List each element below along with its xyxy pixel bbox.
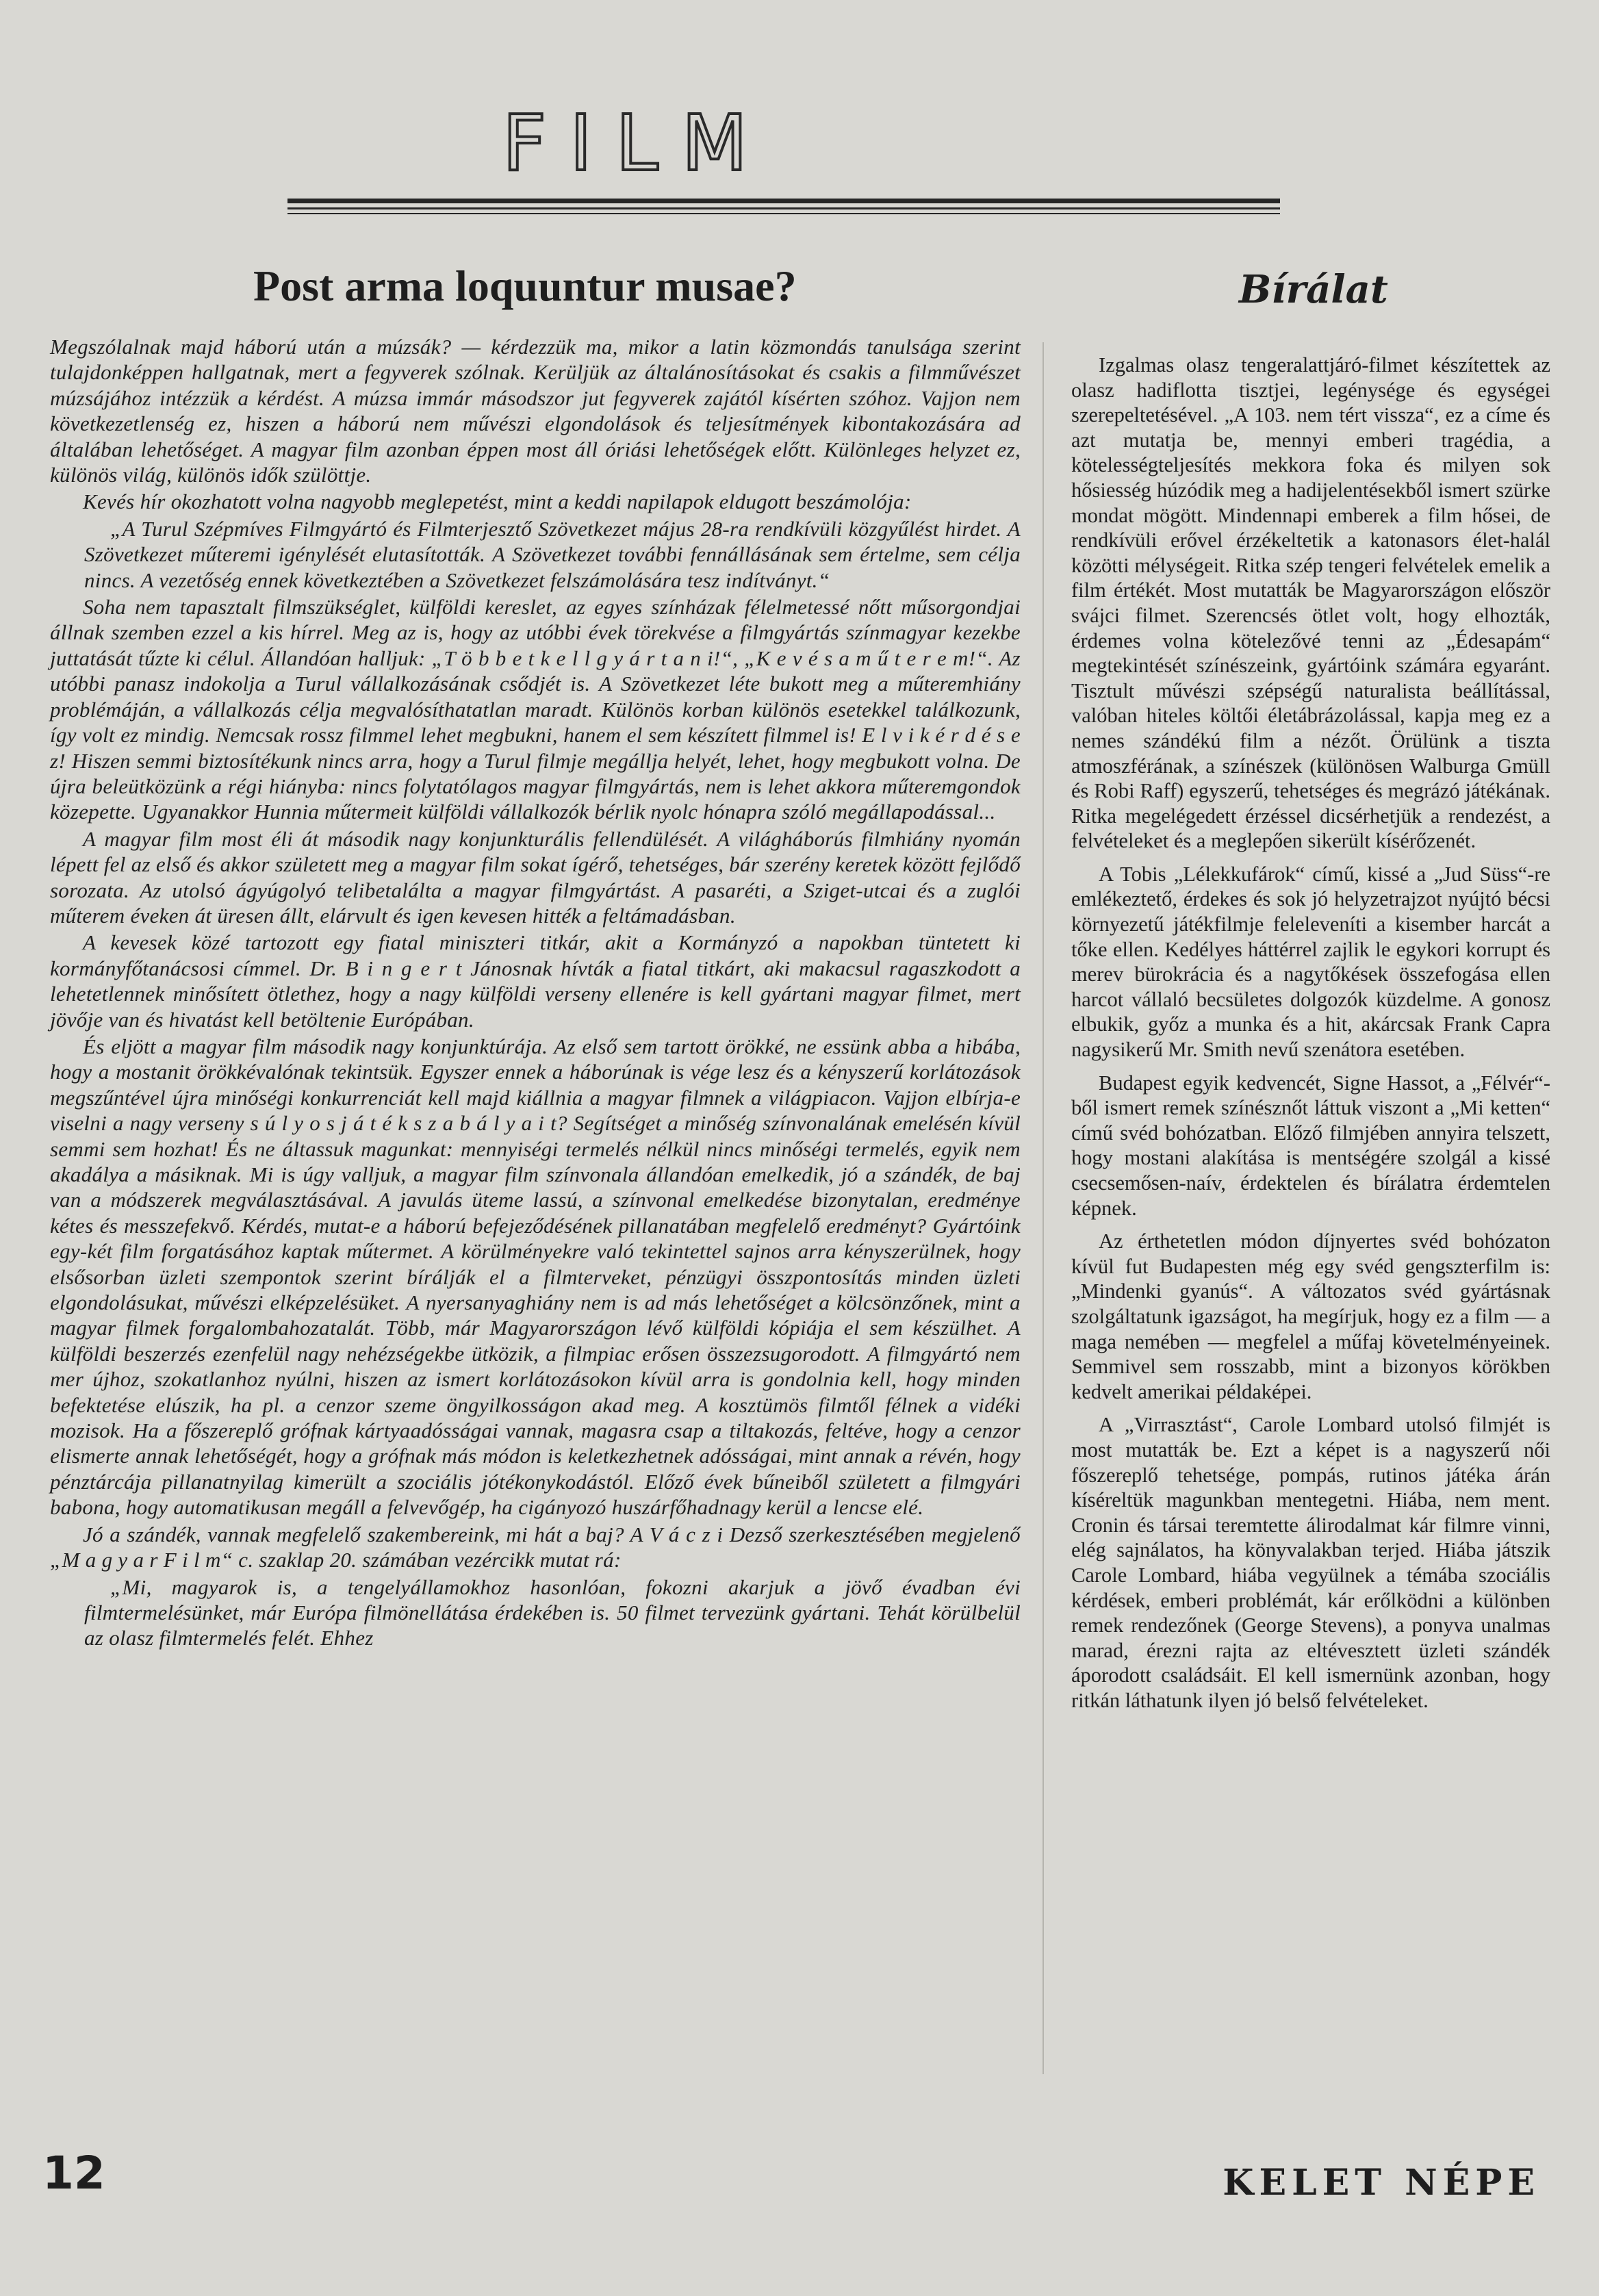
review-paragraph: Az érthetetlen módon díjnyertes svéd bohózaton kívül fut Budapesten még egy svéd gengszterfilm is: „Mindenki gyanús“. A változatos svéd gyártásnak szolgáltatunk igazságot, ha megírjuk, hogy ez a film — a maga nemében — megfelel a műfaj követelményeinek. Semmivel sem rosszabb, mint a bizonyos körökben kedvelt amerikai példaképei. xyxy=(1071,1229,1550,1403)
review-paragraph: A Tobis „Lélekkufárok“ című, kissé a „Jud Süss“-re emlékeztető, érdekes és sok jó helyzetrajzot nyújtó bécsi környezetű játékfilmje feleleveníti a kisember harcát a tőke ellen. Kedélyes háttérrel zajlik le egykori korrupt és merev bürokrácia és a nagytőkések összefogása ellen harcot vállaló becsületes dolgozók küzdelme. A gonosz elbukik, győz a munka és a hit, akárcsak Frank Capra nagysikerű Mr. Smith nevű szenátora esetében. xyxy=(1071,862,1550,1062)
article-quote: „A Turul Szépmíves Filmgyártó és Filmterjesztő Szövetkezet május 28-ra rendkívüli közgyűlést hirdet. A Szövetkezet műteremi igénylését elutasították. A Szövetkezet további fennállásának sem értelme, sem célja nincs. A vezetőség ennek következtében a Szövetkezet felszámolására tesz indítványt.“ xyxy=(84,516,1021,592)
article-paragraph: Megszólalnak majd háború után a múzsák? — kérdezzük ma, mikor a latin közmondás tanulsága szerint tulajdonképpen hallgatnak, mert a fegyverek szólnak. Kerüljük az általánosításokat és csakis a filmművészet múzsájához intézzük a kérdést. A múzsa immár másodszor jut fegyverek zajától kísérten szóhoz. Vajjon nem következetlenség ez, hiszen a háború nem művészi elgondolások és teljesítmények kibontakozására ad általában lehetőséget. A magyar film azonban éppen most áll óriási lehetőségek előtt. Különleges helyzet ez, különös világ, különös idők szülöttje. xyxy=(50,335,1021,487)
section-masthead xyxy=(294,99,979,188)
review-paragraph: Izgalmas olasz tengeralattjáró-filmet készítettek az olasz hadiflotta tisztjei, legénysége és egységei szerepeltetésével. „A 103. nem tért vissza“, ez a címe és azt mutatja be, mennyi emberi tragédia, a kötelességteljesítés mekkora foka és milyen sok hősiesség húzódik meg a hadijelentésekből ismert szürke mondat mögött. Mindennapi emberek a film hősei, de rendkívüli erővel érzékeltetik a katonasors élet-halál közötti mélységeit. Ritka szép tengeri felvételek emelik a film értékét. Most mutatták be Magyarországon először svájci filmet. Szerencsés ötlet volt, hogy elhozták, érdemes volna kötelezővé tenni az „Édesapám“ megtekintését színészeink, gyártóink számára egyaránt. Tisztult művészi szépségű naturalista beállítással, valóban hiteles költői életábrázolással, kapja meg ez a nemes szándékú film a nézőt. Örülünk a tiszta atmoszférának, a színészek (különösen Walburga Gmüll és Robi Raff) egyszerű, tehetséges és megrázó játékának. Ritka megelégedett érzéssel dicsérhetjük a rendezést, a felvételeket és a meglepően sikerült kísérőzenét. xyxy=(1071,353,1550,853)
article-paragraph: A kevesek közé tartozott egy fiatal miniszteri titkár, akit a Kormányzó a napokban tüntetett ki kormányfőtanácsosi címmel. Dr. B i n g e r t Jánosnak hívták a fiatal titkárt, aki makacsul ragaszkodott a lehetetlennek minősített ötlethez, hogy a nagy külföldi verseny ellenére is kell gyártani magyar filmet, mert jövője van és hivatást kell betöltenie Európában. xyxy=(50,930,1021,1032)
page-number: 12 xyxy=(42,2147,105,2199)
article-headline: Post arma loquuntur musae? xyxy=(253,262,797,310)
column-divider xyxy=(1042,342,1044,2074)
section-title: FILM xyxy=(502,99,771,188)
publication-name: KELET NÉPE xyxy=(1223,2162,1540,2204)
review-paragraph: A „Virrasztást“, Carole Lombard utolsó filmjét is most mutatták be. Ezt a képet is a nagyszerű női főszereplő tehetsége, pompás, rutinos játéka árán kíséreltük magunkban mentegetni. Hiába, nem ment. Cronin és társai teremtette álirodalmat kár filmre vinni, elég sajnálatos, ha könyvalakban terjed. Hiába játszik Carole Lombard, hiába vegyülnek a témába szociális kérdések, emberi problémát, kár erőlködni a különben remek rendezőnek (George Stevens), a ponyva unalmas marad, érezni rajta az eltévesztett üzleti szándék áporodott családsáit. El kell ismernünk azonban, hogy ritkán láthatunk ilyen jó belső felvételeket. xyxy=(1071,1413,1550,1712)
review-column xyxy=(1071,353,1550,2098)
article-quote: „Mi, magyarok is, a tengelyállamokhoz hasonlóan, fokozni akarjuk a jövő évadban évi filmtermelésünket, már Európa filmönellátása érdekében is. 50 filmet tervezünk gyártani. Tehát körülbelül az olasz filmtermelés felét. Ehhez xyxy=(84,1574,1021,1650)
review-paragraph: Budapest egyik kedvencét, Signe Hassot, a „Félvér“-ből ismert remek színésznőt láttuk viszont a „Mi ketten“ című svéd bohózatban. Előző filmjében annyira telszett, hogy mostani alakítása is mentségére szolgál a kissé csecsemősen-naív, érdektelen és bírálatra érdemtelen képnek. xyxy=(1071,1071,1550,1220)
review-heading: Bírálat xyxy=(1239,267,1388,312)
masthead-rules xyxy=(287,199,1280,219)
article-column xyxy=(50,334,1021,2093)
article-paragraph: És eljött a magyar film második nagy konjunktúrája. Az első sem tartott örökké, ne essünk abba a hibába, hogy a mostanit örökkévalónak tekintsük. Egyszer ennek a háborúnak is vége lesz és a kényszerű korlátozások megszűntével újra minőségi konkurrenciát kell majd kiállnia a magyar filmnek a világpiacon. Vajjon elbírja-e viselni a nagy verseny s ú l y o s j á t é k s z a b á l y a i t? Segítséget a minőség színvonalának emelésén kívül semmi sem hozhat! És ne áltassuk magunkat: mennyiségi termelés nélkül nincs minőségi termelés, egyik nem akadálya a másiknak. Mi is úgy valljuk, a magyar film színvonala állandóan emelkedik, jó a szándék, de baj van a módszerek megválasztásával. A javulás üteme lassú, a színvonal emelkedése bizonytalan, eredménye kétes és messzefekvő. Kérdés, mutat-e a háború befejeződésének pillanatában megfelelő eredményt? Gyártóink egy-két film forgatásához kaptak műtermet. A körülményekre való tekintettel sajnos arra kényszerülnek, hogy elsősorban üzleti szempontok szerint bírálják el a filmterveket, pénzügyi összpontosítás minden üzleti elgondolásukat, művészi elképzelésüket. A nyersanyaghiány nem is ad más lehetőséget a kölcsönzőnek, mint a magyar filmek forgalombahozatalát. Több, már Magyarországon lévő külföldi kópiája el sem készülhet. A külföldi beszerzés ezenfelül nagy nehézségekbe ütközik, a filmpiac erősen összezsugorodott. A filmgyártó nem mer újhoz, szokatlanhoz nyúlni, hiszen az ismert korlátozásokon kívül arra is gondolnia kell, hogy minden befektetése elúszik, ha pl. a cenzor szeme öngyilkosságon akad meg. A kosztümös filmtől félnek a vidéki mozisok. Ha a főszereplő grófnak kártyaadósságai vannak, magasra csap a tiltakozás, feltéve, hogy a cenzor elismerte annak lehetőségét, hogy a grófnak más módon is keletkezhetnek adósságai, mint annak a révén, hogy pénztárcája pillanatnyilag kimerült a szociális jótékonykodástól. Előző évek bűneiből született a filmgyári babona, hogy automatikusan megáll a felvevőgép, ha cigányozó huszárfőhadnagy kerül a lencse elé. xyxy=(50,1034,1021,1520)
article-paragraph: Jó a szándék, vannak megfelelő szakembereink, mi hát a baj? A V á c z i Dezső szerkesztésében megjelenő „M a g y a r F i l m“ c. szaklap 20. számában vezércikk mutat rá: xyxy=(50,1522,1021,1572)
article-paragraph: Kevés hír okozhatott volna nagyobb meglepetést, mint a keddi napilapok eldugott beszámolója: xyxy=(83,489,912,514)
article-paragraph: Soha nem tapasztalt filmszükséglet, külföldi kereslet, az egyes színházak félelmetessé nőtt műsorgondjai állnak szemben ezzel a kis hírrel. Meg az is, hogy az utóbbi évek törekvése a filmgyártás színmagyar kezekbe juttatását tűzte ki célul. Állandóan halljuk: „T ö b b e t k e l l g y á r t a n i!“, „K e v é s a m ű t e r e m!“. Az utóbbi panasz indokolja a Turul vállalkozásának csődjét is. A Szövetkezet léte bukott meg a műteremhiány problémáján, a vállalkozás célja megvalósíthatatlan maradt. Különös korban különös esetekkel találkozunk, így volt ez mindig. Nemcsak rossz filmmel lehet megbukni, hanem el sem készített filmmel is! E l v i k é r d é s e z! Hiszen semmi biztosítékunk nincs arra, hogy a Turul filmje megállja helyét, lehet, hogy megbukott volna. De újra beleütközünk a régi hiányba: nincs folytatólagos magyar filmgyártás, nem is lehet akkora műteremgondok közepette. Ugyanakkor Hunnia műtermeit külföldi vállalkozók bérlik nyolc hónapra szóló megállapodással... xyxy=(50,595,1021,824)
article-paragraph: A magyar film most éli át második nagy konjunkturális fellendülését. A világháborús filmhiány nyomán lépett fel az első és akkor született meg a magyar film sokat ígérő, tehetséges, bár szerény keretek között fejlődő sorozata. Az utolsó ágyúgolyó telibetalálta a magyar filmgyártást. A pasaréti, a Sziget-utcai és a zuglói műterem éveken át üresen állt, elárvult és igen kevesen hitték a feltámadásban. xyxy=(50,826,1021,928)
